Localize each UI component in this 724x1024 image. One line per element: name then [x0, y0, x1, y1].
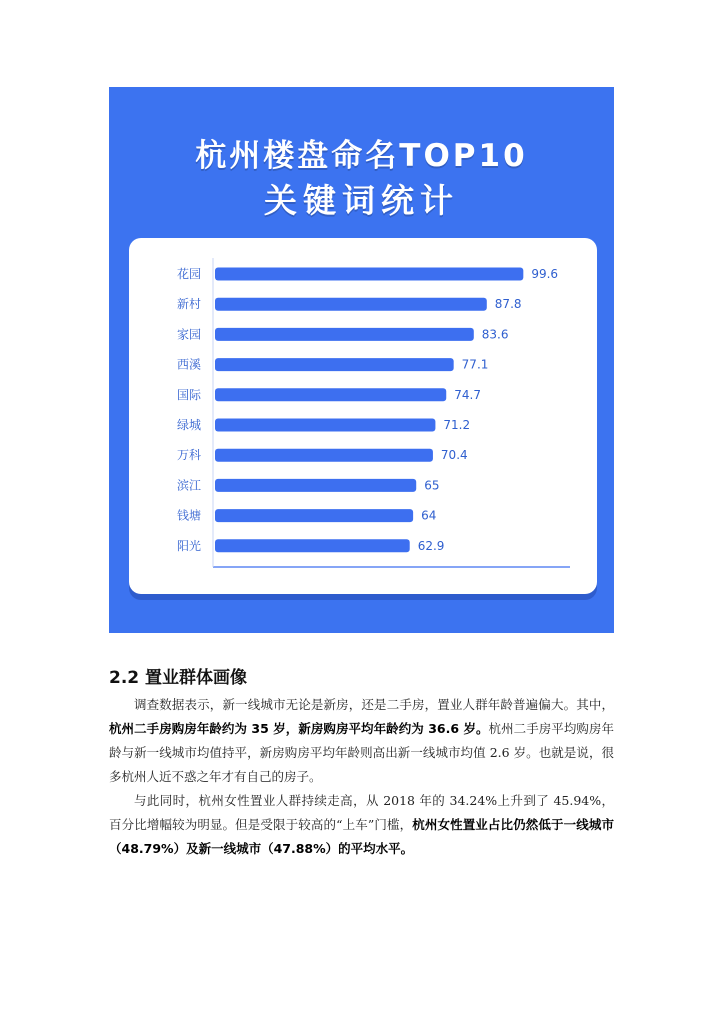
category-label: 万科 — [176, 448, 202, 463]
paragraph-2-text-a: 与此同时，杭州女性置业人群持续走高，从 2018 年的 34.24%上升到了 45.94%，百分比增幅较为明显。但是受限于较高的“上车”门槛， — [109, 793, 614, 832]
bar — [215, 539, 410, 552]
category-label: 国际 — [176, 387, 202, 402]
bar — [215, 268, 523, 281]
chart-card — [129, 238, 597, 594]
paragraph-1 — [109, 693, 614, 789]
paragraph-1-text-a: 调查数据表示，新一线城市无论是新房，还是二手房，置业人群年龄普遍偏大。其中， — [134, 697, 614, 712]
category-label: 钱塘 — [176, 508, 202, 523]
infographic-panel — [109, 87, 614, 633]
category-label: 绿城 — [176, 418, 202, 432]
category-label: 家园 — [176, 327, 202, 342]
value-label: 65 — [424, 478, 440, 493]
category-label: 滨江 — [176, 478, 202, 493]
bar — [215, 509, 413, 522]
bar — [215, 298, 487, 311]
paragraph-2-bold: 杭州女性置业占比仍然低于一线城市（48.79%）及新一线城市（47.88%）的平均水平。 — [109, 817, 614, 856]
value-label: 99.6 — [531, 267, 559, 281]
bar-chart — [129, 238, 597, 594]
value-label: 87.8 — [494, 297, 522, 312]
paragraph-2 — [109, 789, 614, 861]
infographic-title-line2: 关键词统计 — [264, 181, 459, 220]
value-label: 71.2 — [443, 418, 471, 432]
category-label: 花园 — [176, 267, 202, 281]
bar — [215, 479, 416, 492]
category-label: 阳光 — [176, 538, 202, 553]
paragraph-1-bold: 杭州二手房购房年龄约为 35 岁，新房购房平均年龄约为 36.6 岁。 — [109, 721, 489, 736]
value-label: 83.6 — [481, 327, 509, 342]
value-label: 64 — [421, 508, 437, 523]
bar — [215, 419, 435, 432]
bar — [215, 328, 474, 341]
paragraph-1-text-c: 杭州二手房平均购房年龄与新一线城市均值持平，新房购房平均年龄则高出新一线城市均值 2.6 岁。也就是说，很多杭州人近不惑之年才有自己的房子。 — [109, 721, 614, 784]
bar — [215, 388, 446, 401]
value-label: 70.4 — [440, 448, 468, 463]
value-label: 62.9 — [417, 538, 445, 553]
bar — [215, 358, 454, 371]
value-label: 77.1 — [461, 357, 489, 372]
category-label: 西溪 — [176, 357, 202, 372]
bar — [215, 449, 433, 462]
section-heading: 2.2 置业群体画像 — [109, 668, 248, 688]
category-label: 新村 — [176, 297, 202, 312]
value-label: 74.7 — [454, 387, 481, 402]
infographic-title-line1: 杭州楼盘命名TOP10 — [195, 138, 528, 174]
